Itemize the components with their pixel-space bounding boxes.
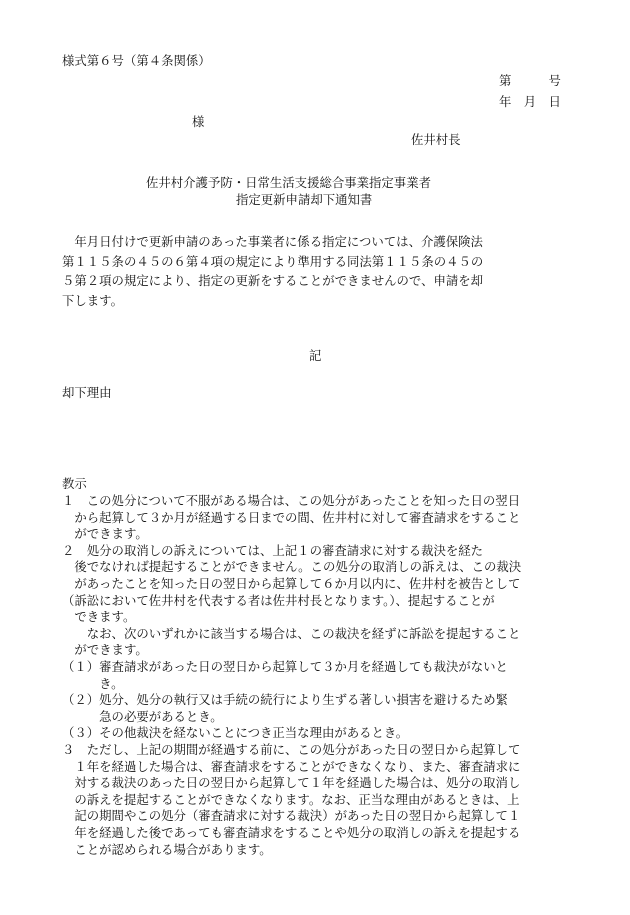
body-line: ５第２項の規定により、指定の更新をすることができませんので、申請を却 — [62, 273, 484, 288]
reason-label: 却下理由 — [62, 385, 112, 400]
issuer: 佐井村長 — [411, 132, 461, 147]
instruction-line: １年を経過した場合は、審査請求をすることができなくなり、また、審査請求に — [62, 758, 521, 774]
instruction-line: ができます。 — [62, 526, 148, 542]
form-label: 様式第６号（第４条関係） — [62, 53, 211, 68]
body-line: 下します。 — [62, 292, 123, 308]
body-line: 第１１５条の４５の６第４項の規定により準用する同法第１１５条の４５の — [62, 253, 484, 269]
instruction-line: 後でなければ提起することができません。この処分の取消しの訴えは、この裁決 — [62, 559, 522, 575]
instruction-line: から起算して３か月が経過する日までの間、佐井村に対して審査請求をすること — [62, 509, 521, 525]
instruction-line: ２ 処分の取消しの訴えについては、上記１の審査請求に対する裁決を経た — [62, 542, 484, 558]
document-number: 第 号 — [499, 73, 561, 88]
instruction-line: （訴訟において佐井村を代表する者は佐井村長となります。）、提起することが — [62, 592, 495, 608]
instruction-line: ３ ただし、上記の期間が経過する前に、この処分があった日の翌日から起算して — [62, 742, 521, 757]
instruction-line: （１）審査請求があった日の翌日から起算して３か月を経過しても裁決がないと — [62, 659, 508, 674]
instruction-line: ができます。 — [62, 642, 148, 658]
kyoji-label: 教示 — [62, 476, 87, 491]
body-line: 年月日付けで更新申請のあった事業者に係る指定については、介護保険法 — [62, 234, 483, 249]
instruction-line: き。 — [62, 675, 124, 691]
document-date: 年 月 日 — [499, 94, 561, 109]
instruction-line: 対する裁決のあった日の翌日から起算して１年を経過した場合は、処分の取消し — [62, 775, 521, 791]
instruction-line: 急の必要があるとき。 — [62, 708, 223, 724]
instruction-line: １ この処分について不服がある場合は、この処分があったことを知った日の翌日 — [62, 493, 521, 508]
instruction-line: ことが認められる場合があります。 — [62, 841, 272, 857]
instruction-line: なお、次のいずれかに該当する場合は、この裁決を経ずに訴訟を提起すること — [62, 625, 521, 641]
instruction-line: の訴えを提起することができなくなります。なお、正当な理由があるときは、上 — [62, 791, 520, 807]
instruction-line: できます。 — [62, 609, 136, 625]
ki-marker: 記 — [309, 348, 322, 363]
addressee: 様 — [192, 114, 205, 129]
instruction-line: （２）処分、処分の執行又は手続の続行により生ずる著しい損害を避けるため緊 — [62, 692, 509, 708]
instruction-line: 年を経過した後であっても審査請求をすることや処分の取消しの訴えを提起する — [62, 825, 521, 840]
instruction-line: （３）その他裁決を経ないことにつき正当な理由があるとき。 — [62, 725, 409, 741]
title-line-1: 佐井村介護予防・日常生活支援総合事業指定事業者 — [146, 175, 431, 190]
title-line-2: 指定更新申請却下通知書 — [236, 192, 373, 207]
instruction-line: があったことを知った日の翌日から起算して６か月以内に、佐井村を被告として — [62, 576, 521, 591]
instruction-line: 記の期間やこの処分（審査請求に対する裁決）があった日の翌日から起算して１ — [62, 808, 521, 824]
